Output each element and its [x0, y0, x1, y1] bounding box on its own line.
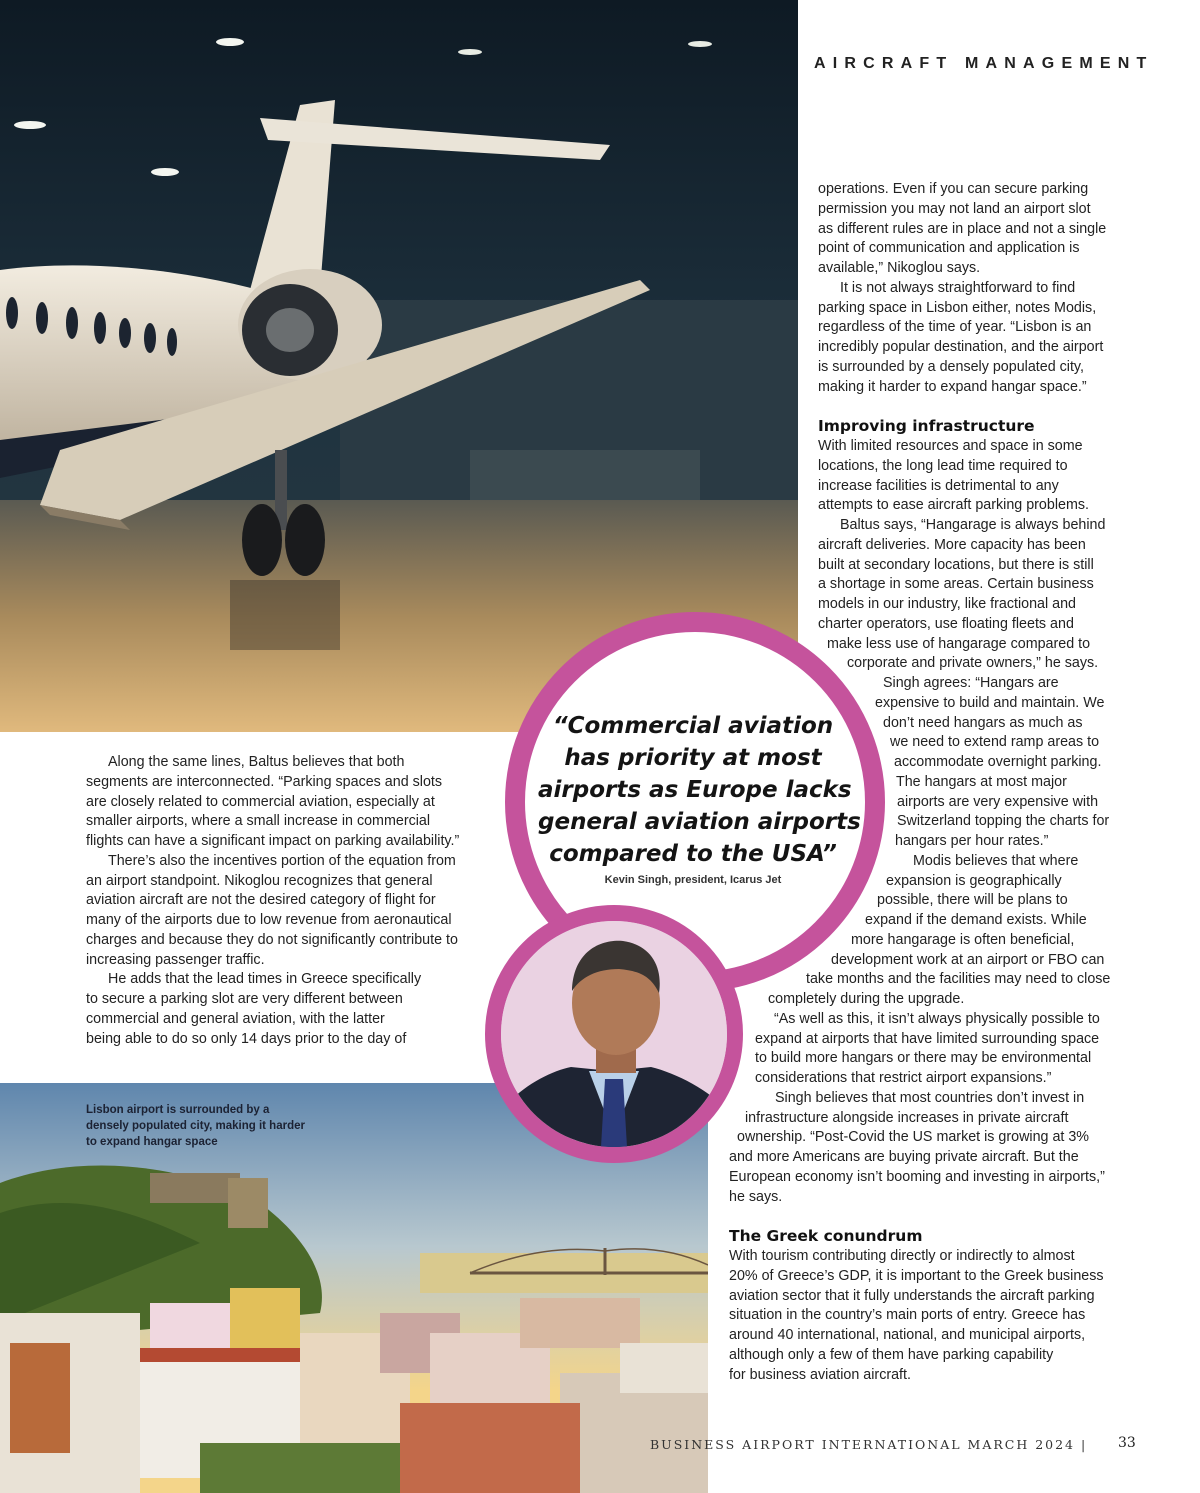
caption-line: for business aircraft	[1065, 198, 1176, 210]
text-line: It is not always straightforward to find	[840, 279, 1076, 296]
text-line: hangars per hour rates.”	[895, 833, 1049, 849]
text-line: commercial and general aviation, with the latter	[86, 1010, 385, 1027]
left-column-text	[86, 753, 459, 1049]
text-line: completely during the upgrade.	[768, 991, 965, 1007]
text-line: There’s also the incentives portion of the equation from	[108, 852, 456, 869]
publication-name: BUSINESS AIRPORT INTERNATIONAL	[650, 1437, 962, 1452]
text-line: The hangars at most major	[896, 774, 1067, 790]
text-line: ownership. “Post-Covid the US market is growing at 3%	[737, 1129, 1090, 1145]
text-line: regardless of the time of year. “Lisbon is an	[818, 319, 1092, 336]
quote-line: airports as Europe lacks	[538, 777, 852, 803]
text-line: Singh agrees: “Hangars are	[883, 675, 1059, 691]
text-line: locations, the long lead time required to	[818, 458, 1068, 474]
text-line: charter operators, use floating fleets and	[818, 616, 1074, 632]
text-line: although only a few of them have parking capability	[729, 1346, 1054, 1363]
text-line: attempts to ease aircraft parking problems.	[818, 497, 1089, 513]
caption-line: in some regions	[1087, 246, 1176, 258]
portrait-photo-kevin-singh	[485, 905, 743, 1163]
text-line: expand at airports that have limited surrounding space	[755, 1031, 1100, 1047]
text-line: Modis believes that where	[913, 853, 1079, 869]
text-line: make less use of hangarage compared to	[827, 636, 1091, 652]
text-line: development work at an airport or FBO can	[831, 952, 1105, 968]
text-line: charges and because they do not significantly contribute to	[86, 931, 458, 948]
text-line: aviation sector that it fully understands the aircraft parking	[729, 1287, 1095, 1304]
text-line: Singh believes that most countries don’t invest in	[775, 1090, 1085, 1106]
text-line: available,” Nikoglou says.	[818, 260, 981, 276]
text-line: models in our industry, like fractional and	[818, 596, 1076, 612]
text-line: a shortage in some areas. Certain business	[818, 576, 1094, 592]
text-line: for business aviation aircraft.	[729, 1366, 911, 1383]
text-line: around 40 international, national, and municipal airports,	[729, 1327, 1086, 1343]
text-line: aircraft deliveries. More capacity has been	[818, 537, 1086, 553]
text-line: as different rules are in place and not a single	[818, 220, 1107, 237]
text-line: airports are very expensive with	[897, 794, 1099, 810]
text-line: are closely related to commercial aviation, especially at	[86, 793, 435, 810]
text-line: he says.	[729, 1189, 783, 1205]
text-line: situation in the country’s main ports of entry. Greece has	[729, 1307, 1086, 1324]
text-line: expand if the demand exists. While	[865, 912, 1087, 928]
text-line: we need to extend ramp areas to	[890, 734, 1100, 750]
text-line: don’t need hangars as much as	[883, 715, 1083, 731]
text-line: built at secondary locations, but there is still	[818, 557, 1094, 573]
text-line: is surrounded by a densely populated city,	[818, 358, 1084, 375]
caption-line: A lack of hangarage	[1067, 182, 1176, 194]
text-line: increase facilities is detrimental to any	[818, 478, 1059, 494]
text-line: more hangarage is often beneficial,	[851, 932, 1075, 948]
pull-quote	[538, 710, 861, 870]
heading-greek-conundrum: The Greek conundrum	[729, 1227, 923, 1245]
quote-line: “Commercial aviation	[552, 713, 834, 739]
text-line: making it harder to expand hangar space.”	[818, 378, 1087, 395]
caption-line: densely populated city, making it harder	[86, 1120, 305, 1132]
text-line: point of communication and application is	[818, 240, 1080, 257]
text-line: smaller airports, where a small increase in commercial	[86, 813, 431, 830]
text-line: expensive to build and maintain. We	[875, 695, 1105, 711]
text-line: and more Americans are buying private aircraft. But the	[729, 1149, 1079, 1165]
text-line: considerations that restrict airport expansions.”	[755, 1070, 1052, 1086]
text-line: many of the airports due to low revenue from aeronautical	[86, 912, 452, 928]
text-line: incredibly popular destination, and the airport	[818, 339, 1104, 355]
quote-line: general aviation airports	[538, 809, 861, 835]
text-line: aviation aircraft are not the desired category of flight for	[86, 892, 436, 909]
text-line: Along the same lines, Baltus believes that both	[108, 754, 405, 770]
text-line: He adds that the lead times in Greece specifically	[108, 971, 422, 988]
caption-line: is holding back	[1092, 214, 1176, 226]
text-line: infrastructure alongside increases in private aircraft	[745, 1110, 1069, 1126]
text-line: Baltus says, “Hangarage is always behind	[840, 517, 1106, 533]
text-line: permission you may not land an airport slot	[818, 200, 1091, 217]
text-line: possible, there will be plans to	[877, 892, 1068, 908]
text-line: increasing passenger traffic.	[86, 951, 265, 968]
caption-line: operational expansion	[1053, 230, 1176, 242]
text-line: segments are interconnected. “Parking spaces and slots	[86, 773, 443, 790]
text-line: With tourism contributing directly or indirectly to almost	[729, 1248, 1075, 1264]
text-line: Switzerland topping the charts for	[897, 813, 1110, 829]
page-footer	[650, 1437, 1087, 1452]
text-line: European economy isn’t booming and investing in airports,”	[729, 1169, 1105, 1185]
text-line: to build more hangars or there may be environmental	[755, 1050, 1092, 1066]
caption-line: to expand hangar space	[86, 1136, 218, 1148]
text-line: being able to do so only 14 days prior to the day of	[86, 1030, 407, 1047]
text-line: expansion is geographically	[886, 873, 1062, 889]
text-line: flights can have a significant impact on parking availability.”	[86, 833, 460, 849]
page-number: 33	[1118, 1435, 1136, 1451]
right-column-text	[818, 180, 1106, 397]
text-line: an airport standpoint. Nikoglou recognizes that general	[86, 872, 433, 889]
text-line: With limited resources and space in some	[818, 438, 1083, 454]
section-tag: AIRCRAFT MANAGEMENT	[814, 55, 1154, 72]
text-line: corporate and private owners,” he says.	[847, 655, 1099, 671]
text-line: accommodate overnight parking.	[894, 754, 1102, 770]
quote-line: has priority at most	[564, 745, 822, 771]
text-line: 20% of Greece’s GDP, it is important to the Greek business	[729, 1267, 1104, 1284]
text-line: operations. Even if you can secure parking	[818, 181, 1089, 197]
text-line: take months and the facilities may need to close	[806, 971, 1111, 987]
issue-date: MARCH 2024 |	[967, 1437, 1088, 1452]
text-line: parking space in Lisbon either, notes Modis,	[818, 299, 1097, 316]
text-line: to secure a parking slot are very different between	[86, 991, 403, 1007]
heading-improving-infrastructure: Improving infrastructure	[818, 417, 1035, 435]
quote-line: compared to the USA”	[549, 841, 837, 867]
caption-line: Lisbon airport is surrounded by a	[86, 1104, 270, 1116]
text-line: “As well as this, it isn’t always physically possible to	[774, 1011, 1100, 1027]
quote-attribution: Kevin Singh, president, Icarus Jet	[604, 874, 782, 886]
lisbon-photo-caption	[86, 1102, 346, 1150]
greek-section-text	[729, 1247, 1104, 1385]
